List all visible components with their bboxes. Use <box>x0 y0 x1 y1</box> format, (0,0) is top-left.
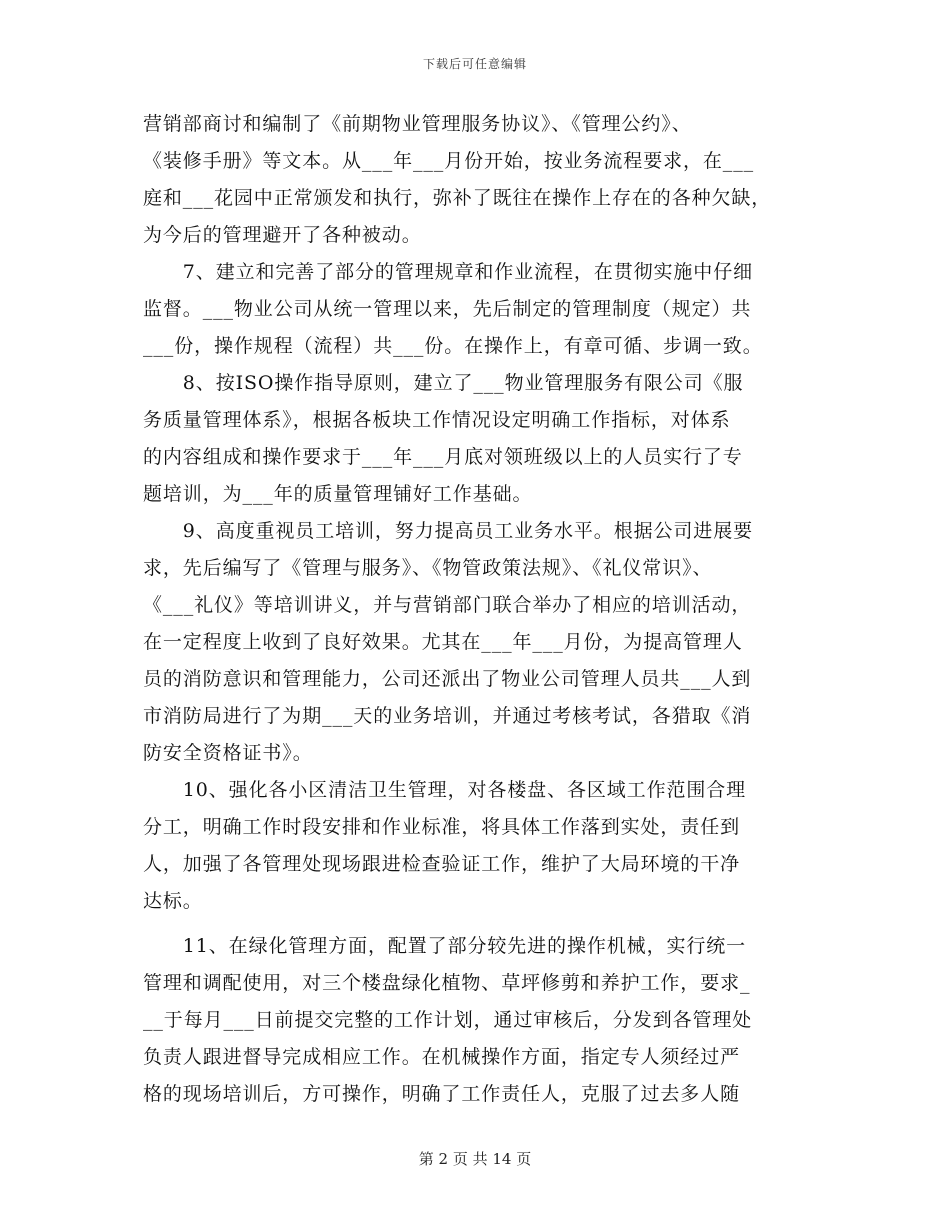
text-line: 8、按ISO操作指导原则，建立了___物业管理服务有限公司《服 <box>143 372 744 394</box>
paragraph-continuation <box>143 106 811 254</box>
text-line: 防安全资格证书》。 <box>143 742 313 764</box>
text-line: 11、在绿化管理方面，配置了部分较先进的操作机械，实行统一 <box>143 935 747 957</box>
text-line: 营销部商讨和编制了《前期物业管理服务协议》、《管理公约》、 <box>143 113 692 135</box>
text-line: 达标。 <box>143 890 203 912</box>
text-line: 分工，明确工作时段安排和作业标准，将具体工作落到实处，责任到 <box>143 816 741 838</box>
text-line: 格的现场培训后，方可操作，明确了工作责任人，克服了过去多人随 <box>143 1083 741 1105</box>
text-line: 监督。___物业公司从统一管理以来，先后制定的管理制度（规定）共 <box>143 298 752 320</box>
page-number: 第 2 页 共 14 页 <box>418 1150 532 1168</box>
text-line: 《装修手册》等文本。从___年___月份开始，按业务流程要求，在___ <box>143 150 755 172</box>
page-header: 下载后可任意编辑 <box>422 57 527 71</box>
text-line: 人，加强了各管理处现场跟进检查验证工作，维护了大局环境的干净 <box>143 853 741 875</box>
text-line: 务质量管理体系》，根据各板块工作情况设定明确工作指标，对体系 <box>143 409 731 431</box>
text-line: 9、高度重视员工培训，努力提高员工业务水平。根据公司进展要 <box>143 520 753 542</box>
text-line: 《___礼仪》等培训讲义，并与营销部门联合举办了相应的培训活动， <box>143 594 752 616</box>
text-line: 10、强化各小区清洁卫生管理，对各楼盘、各区域工作范围合理 <box>143 779 747 801</box>
text-line: ___份，操作规程（流程）共___份。在操作上，有章可循、步调一致。 <box>143 335 763 357</box>
text-line: 在一定程度上收到了良好效果。尤其在___年___月份，为提高管理人 <box>143 631 743 653</box>
paragraph-item-10 <box>143 772 811 920</box>
document-body <box>143 106 811 1113</box>
text-line: 求，先后编写了《管理与服务》、《物管政策法规》、《礼仪常识》、 <box>143 557 713 579</box>
text-line: 员的消防意识和管理能力，公司还派出了物业公司管理人员共___人到 <box>143 668 752 690</box>
text-line: 的内容组成和操作要求于___年___月底对领班级以上的人员实行了专 <box>143 446 743 468</box>
paragraph-item-7 <box>143 254 811 365</box>
text-line: 为今后的管理避开了各种被动。 <box>143 224 422 246</box>
paragraph-item-9 <box>143 513 811 772</box>
text-line: 负责人跟进督导完成相应工作。在机械操作方面，指定专人须经过严 <box>143 1046 741 1068</box>
text-line: 7、建立和完善了部分的管理规章和作业流程，在贯彻实施中仔细 <box>143 261 753 283</box>
text-line: 题培训，为___年的质量管理铺好工作基础。 <box>143 483 533 505</box>
text-line: 庭和___花园中正常颁发和执行，弥补了既往在操作上存在的各种欠缺， <box>143 187 772 209</box>
text-line: __于每月___日前提交完整的工作计划，通过审核后，分发到各管理处 <box>143 1009 753 1031</box>
text-line: 市消防局进行了为期___天的业务培训，并通过考核考试，各猎取《消 <box>143 705 752 727</box>
paragraph-item-8 <box>143 365 811 513</box>
paragraph-item-11 <box>143 928 811 1113</box>
text-line: 管理和调配使用，对三个楼盘绿化植物、草坪修剪和养护工作，要求_ <box>143 972 751 994</box>
